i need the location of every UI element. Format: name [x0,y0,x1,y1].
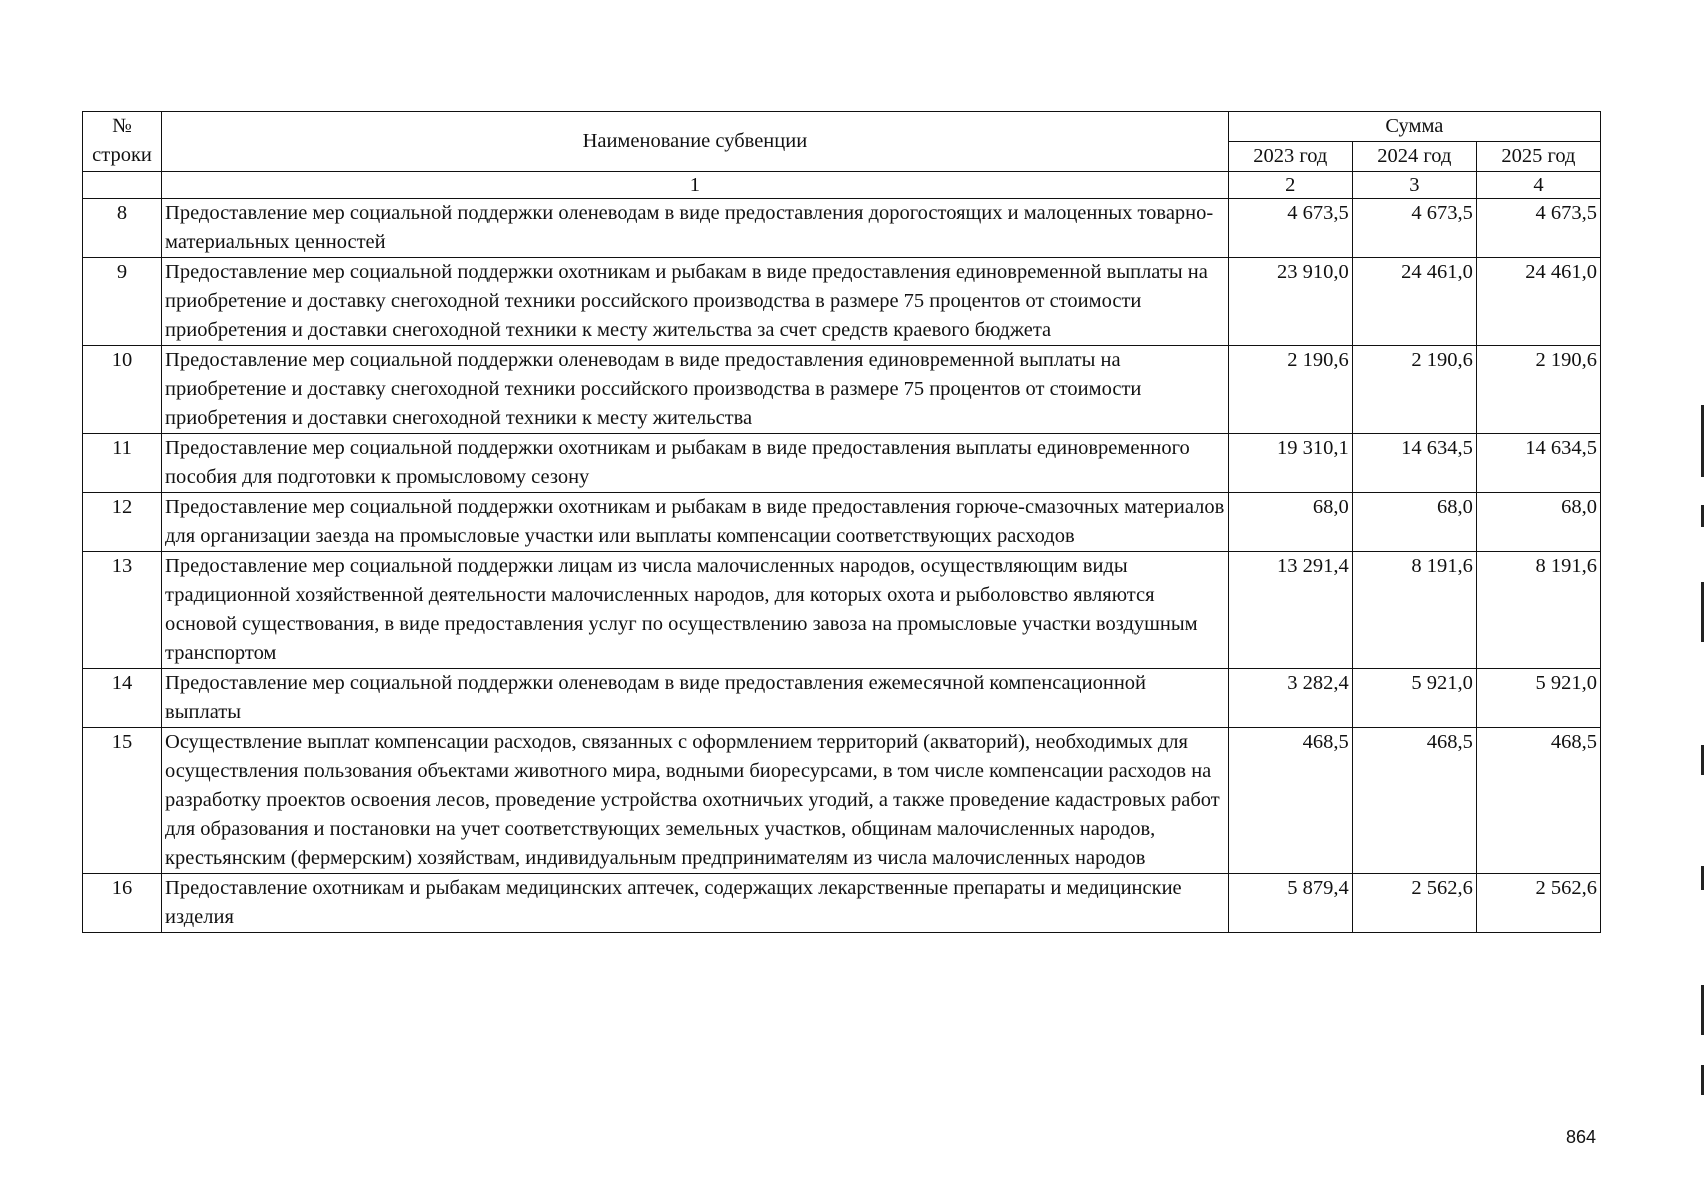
table-row [83,669,1601,728]
row-number: 14 [83,669,162,728]
header-subvention-name: Наименование субвенции [162,112,1229,172]
header-year-2024: 2024 год [1352,142,1476,172]
subvention-name: Предоставление охотникам и рыбакам медицинских аптечек, содержащих лекарственные препараты и медицинские изделия [162,874,1229,933]
value-2023: 2 190,6 [1228,346,1352,434]
table-row [83,258,1601,346]
subvention-name: Осуществление выплат компенсации расходов, связанных с оформлением территорий (акваторий), необходимых для осуществления пользования объектами животного мира, водными биоресурсами, в том числе компенсации расходов на разработку проектов освоения лесов, проведение устройства охотничьих угодий, а также проведение кадастровых работ для образования и постановки на учет соответствующих земельных участков, общинам малочисленных народов, крестьянским (фермерским) хозяйствам, индивидуальным предпринимателям из числа малочисленных народов [162,728,1229,874]
value-2025: 5 921,0 [1476,669,1600,728]
row-number: 13 [83,552,162,669]
value-2024: 8 191,6 [1352,552,1476,669]
table-row [83,199,1601,258]
value-2023: 68,0 [1228,493,1352,552]
table-row [83,346,1601,434]
column-index-empty [83,172,162,199]
table-row [83,552,1601,669]
header-row-number [83,112,162,172]
value-2023: 13 291,4 [1228,552,1352,669]
column-index-1: 1 [162,172,1229,199]
row-number: 10 [83,346,162,434]
row-number: 15 [83,728,162,874]
value-2024: 4 673,5 [1352,199,1476,258]
subvention-name: Предоставление мер социальной поддержки охотникам и рыбакам в виде предоставления горюче-смазочных материалов для организации заезда на промысловые участки или выплаты компенсации соответствующих расходов [162,493,1229,552]
subvention-name: Предоставление мер социальной поддержки оленеводам в виде предоставления единовременной выплаты на приобретение и доставку снегоходной техники российского производства в размере 75 процентов от стоимости приобретения и доставки снегоходной техники к месту жительства [162,346,1229,434]
table-row [83,728,1601,874]
value-2023: 468,5 [1228,728,1352,874]
subvention-name: Предоставление мер социальной поддержки охотникам и рыбакам в виде предоставления единовременной выплаты на приобретение и доставку снегоходной техники российского производства в размере 75 процентов от стоимости приобретения и доставки снегоходной техники к месту жительства за счет средств краевого бюджета [162,258,1229,346]
subvention-name: Предоставление мер социальной поддержки оленеводам в виде предоставления дорогостоящих и малоценных товарно-материальных ценностей [162,199,1229,258]
subvention-name: Предоставление мер социальной поддержки лицам из числа малочисленных народов, осуществляющим виды традиционной хозяйственной деятельности малочисленных народов, для которых охота и рыболовство являются основой существования, в виде предоставления услуг по осуществлению завоза на промысловые участки воздушным транспортом [162,552,1229,669]
column-index-row [83,172,1601,199]
row-number: 12 [83,493,162,552]
value-2023: 3 282,4 [1228,669,1352,728]
row-number: 16 [83,874,162,933]
value-2025: 2 190,6 [1476,346,1600,434]
subvention-name: Предоставление мер социальной поддержки оленеводам в виде предоставления ежемесячной компенсационной выплаты [162,669,1229,728]
value-2024: 468,5 [1352,728,1476,874]
header-row-1 [83,112,1601,142]
value-2025: 8 191,6 [1476,552,1600,669]
header-num-symbol: № [112,115,132,137]
value-2025: 4 673,5 [1476,199,1600,258]
row-number: 8 [83,199,162,258]
value-2024: 2 190,6 [1352,346,1476,434]
value-2025: 14 634,5 [1476,434,1600,493]
row-number: 9 [83,258,162,346]
value-2023: 5 879,4 [1228,874,1352,933]
value-2023: 23 910,0 [1228,258,1352,346]
value-2024: 68,0 [1352,493,1476,552]
table-row [83,434,1601,493]
column-index-3: 3 [1352,172,1476,199]
value-2024: 24 461,0 [1352,258,1476,346]
value-2025: 24 461,0 [1476,258,1600,346]
value-2024: 14 634,5 [1352,434,1476,493]
column-index-2: 2 [1228,172,1352,199]
header-year-2025: 2025 год [1476,142,1600,172]
table-row [83,874,1601,933]
header-year-2023: 2023 год [1228,142,1352,172]
value-2025: 68,0 [1476,493,1600,552]
value-2023: 19 310,1 [1228,434,1352,493]
value-2023: 4 673,5 [1228,199,1352,258]
header-num-word: строки [92,144,152,166]
value-2025: 2 562,6 [1476,874,1600,933]
value-2024: 5 921,0 [1352,669,1476,728]
table-row [83,493,1601,552]
subvention-name: Предоставление мер социальной поддержки охотникам и рыбакам в виде предоставления выплаты единовременного пособия для подготовки к промысловому сезону [162,434,1229,493]
column-index-4: 4 [1476,172,1600,199]
header-sum: Сумма [1228,112,1600,142]
page-number: 864 [1566,1127,1597,1147]
value-2024: 2 562,6 [1352,874,1476,933]
subvention-table [82,111,1601,933]
row-number: 11 [83,434,162,493]
value-2025: 468,5 [1476,728,1600,874]
